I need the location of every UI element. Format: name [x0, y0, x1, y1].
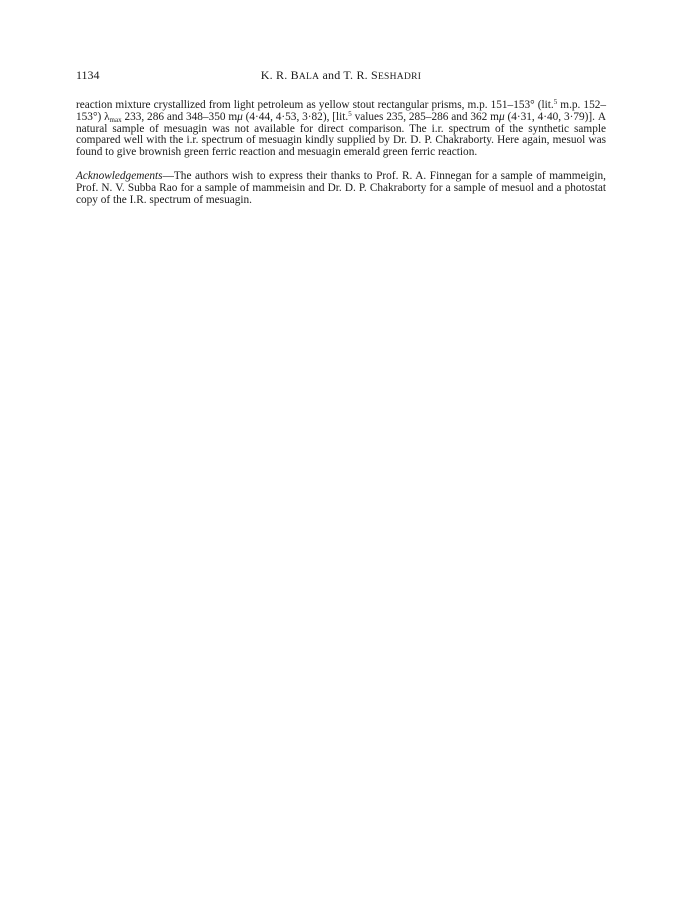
lambda-max-subscript: max	[109, 115, 122, 124]
paragraph1-seg6: (4·31, 4·40, 3·79)]. A natural sample of mesuagin was not available for direct comparison. The i.r. spectrum of the synthetic sample compared well with the i.r. spectrum of mesuagin kindly supplied by Dr. D. P. Chakraborty. Here again, mesuol was found to give brownish green ferric reaction and mesuagin emerald green ferric reaction.	[76, 110, 606, 159]
author-text-1: K. R. B	[260, 68, 299, 82]
author-text-2: and T. R. S	[319, 68, 378, 82]
paragraph1-seg4: (4·44, 4·53, 3·82), [lit.	[242, 110, 349, 123]
reference-superscript-1: 5	[553, 98, 558, 106]
lambda-symbol: λ	[104, 110, 110, 123]
paragraph1-seg5: values 235, 285–286 and 362 m	[351, 110, 499, 123]
paragraph1-seg1: reaction mixture crystallized from light petroleum as yellow stout rectangular prisms, m.p. 151–153° (lit.	[76, 99, 554, 111]
paragraph-experimental	[76, 100, 606, 159]
paragraph-acknowledgements	[76, 171, 606, 206]
acknowledgements-text: —The authors wish to express their thanks to Prof. R. A. Finnegan for a sample of mammeigin, Prof. N. V. Subba Rao for a sample of mammeisin and Dr. D. P. Chakraborty for a sample of mesuol and a photostat copy of the I.R. spectrum of mesuagin.	[76, 169, 606, 206]
mu-symbol-1: μ	[237, 110, 243, 123]
page-header	[76, 66, 606, 84]
paragraph1-seg2: m.p. 152–153°)	[76, 99, 607, 123]
body-text	[76, 100, 606, 206]
author-smallcaps-2: ESHADRI	[377, 72, 422, 82]
running-head-authors	[76, 66, 606, 86]
reference-superscript-2: 5	[348, 109, 352, 118]
mu-symbol-2: μ	[498, 110, 505, 123]
acknowledgements-heading: Acknowledgements	[76, 169, 163, 182]
page-number: 1134	[76, 68, 100, 82]
paragraph1-seg3: 233, 286 and 348–350 m	[121, 110, 238, 123]
author-smallcaps-1: ALA	[298, 72, 320, 82]
